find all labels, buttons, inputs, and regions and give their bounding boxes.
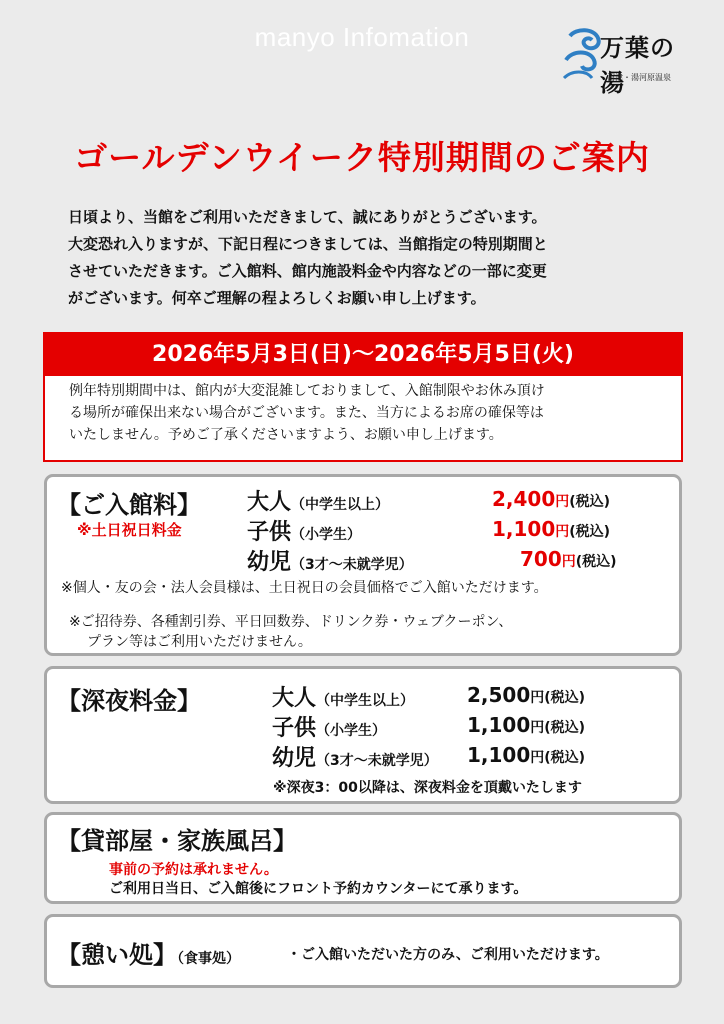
price-sub: （3才～未就学児） [291, 557, 413, 573]
admission-note-members: ※個人・友の会・法人会員様は、土日祝日の会員価格でご入館いただけます。 [61, 580, 548, 596]
price-sub: （3才～未就学児） [316, 753, 438, 769]
admission-note-tickets-2: プラン等はご利用いただけません。 [87, 634, 312, 650]
rest-area-card [44, 914, 682, 988]
price-label: 子供 [272, 716, 317, 741]
price-tax: (税込) [544, 720, 586, 736]
price-sub: （小学生） [316, 723, 387, 739]
night-note: ※深夜3：00以降は、深夜料金を頂戴いたします [273, 780, 582, 796]
page-title: ゴールデンウイーク特別期間のご案内 [74, 138, 650, 177]
rest-subtitle: （食事処） [177, 951, 240, 967]
period-note-line: 例年特別期間中は、館内が大変混雑しておりまして、入館制限やお休み頂け [69, 383, 545, 399]
price-row-adult [247, 485, 389, 516]
price-tax: (税込) [575, 554, 617, 570]
logo-name: 万葉の湯 [600, 33, 675, 97]
price-tax: (税込) [544, 690, 586, 706]
price-value-child [492, 517, 610, 541]
intro-text [68, 204, 668, 312]
price-value: 2,500 [467, 683, 531, 707]
rest-title: 【憩い処】 [57, 941, 177, 969]
price-value-adult [492, 487, 610, 511]
price-label: 大人 [272, 686, 317, 711]
private-room-card [44, 812, 682, 904]
price-row-child [247, 515, 361, 546]
night-row-child [272, 711, 386, 742]
price-row-infant [247, 545, 413, 576]
period-note-line: いたしません。予めご了承くださいますよう、お願い申し上げます。 [69, 427, 503, 443]
night-rate-card [44, 666, 682, 804]
admission-title: 【ご入館料】 [57, 491, 201, 519]
price-value: 700 [520, 547, 562, 571]
header-title: manyo Infomation [254, 22, 470, 52]
admission-card [44, 474, 682, 656]
price-unit: 円 [530, 720, 545, 736]
price-value: 1,100 [467, 713, 531, 737]
price-sub: （中学生以上） [291, 497, 390, 513]
period-note-line: る場所が確保出来ない場合がございます。また、当方によるお席の確保等は [69, 405, 544, 421]
night-value-infant [467, 743, 585, 767]
night-value-adult [467, 683, 585, 707]
rest-title-group [57, 935, 240, 970]
intro-line: させていただきます。ご入館料、館内施設料金や内容などの一部に変更 [68, 262, 547, 280]
logo-subtitle: 沼津・湯河原温泉 [607, 73, 671, 82]
price-unit: 円 [555, 524, 570, 540]
price-label: 子供 [247, 520, 292, 545]
intro-line: がございます。何卒ご理解の程よろしくお願い申し上げます。 [68, 289, 486, 307]
period-dates: 2026年5月3日(日)～2026年5月5日(火) [45, 334, 681, 376]
price-value: 2,400 [492, 487, 556, 511]
private-room-title: 【貸部屋・家族風呂】 [57, 827, 297, 855]
logo [562, 22, 692, 98]
night-row-infant [272, 741, 438, 772]
price-tax: (税込) [544, 750, 586, 766]
admission-subtitle: ※土日祝日料金 [77, 521, 182, 539]
price-label: 幼児 [247, 550, 292, 575]
price-sub: （中学生以上） [316, 693, 415, 709]
intro-line: 日頃より、当館をご利用いただきまして、誠にありがとうございます。 [68, 208, 547, 226]
private-room-note-red: 事前の予約は承れません。 [109, 862, 278, 878]
night-title: 【深夜料金】 [57, 687, 201, 715]
price-value: 1,100 [492, 517, 556, 541]
price-unit: 円 [530, 690, 545, 706]
night-value-child [467, 713, 585, 737]
price-label: 大人 [247, 490, 292, 515]
price-value-infant [520, 547, 617, 571]
price-value: 1,100 [467, 743, 531, 767]
rest-note: ・ご入館いただいた方のみ、ご利用いただけます。 [287, 947, 609, 963]
period-box [43, 332, 683, 462]
period-note [69, 380, 669, 446]
private-room-note: ご利用日当日、ご入館後にフロント予約カウンターにて承ります。 [109, 881, 528, 897]
night-row-adult [272, 681, 414, 712]
price-sub: （小学生） [291, 527, 362, 543]
intro-line: 大変恐れ入りますが、下記日程につきましては、当館指定の特別期間と [68, 235, 548, 253]
price-unit: 円 [561, 554, 576, 570]
price-label: 幼児 [272, 746, 317, 771]
price-unit: 円 [555, 494, 570, 510]
admission-note-tickets: ※ご招待券、各種割引券、平日回数券、ドリンク券・ウェブクーポン、 [69, 614, 513, 630]
price-tax: (税込) [569, 494, 611, 510]
price-unit: 円 [530, 750, 545, 766]
price-tax: (税込) [569, 524, 611, 540]
